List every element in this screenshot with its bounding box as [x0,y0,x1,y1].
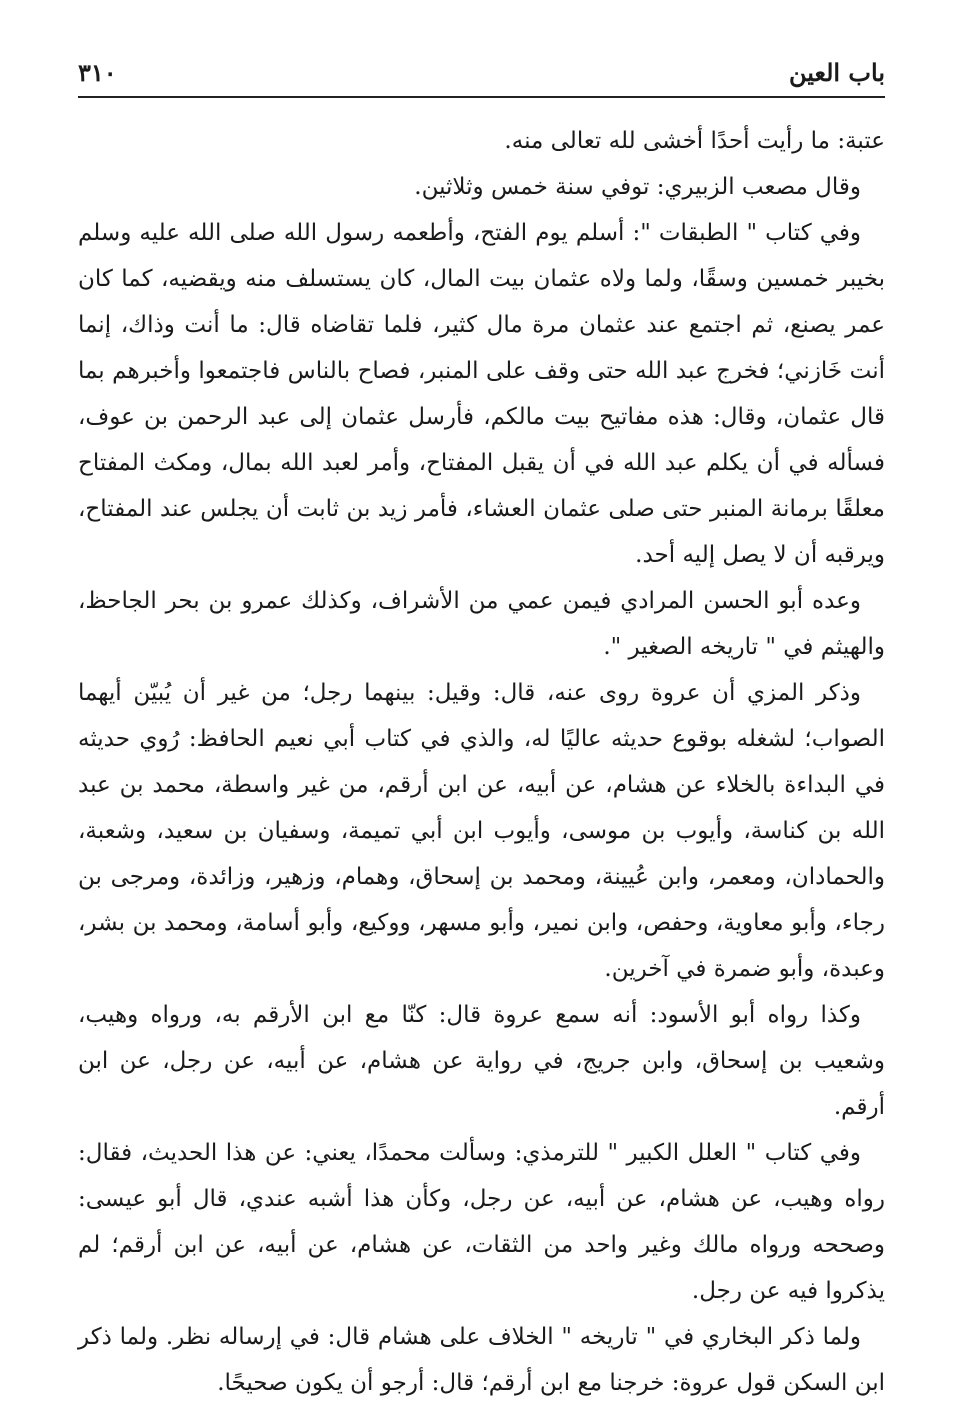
paragraph-1: عتبة: ما رأيت أحدًا أخشى لله تعالى منه. [504,128,885,154]
running-title: باب العين [788,58,885,87]
page-number: ٣١٠ [78,58,117,87]
paragraph-2: وقال مصعب الزبيري: توفي سنة خمس وثلاثين. [414,174,861,200]
paragraph-7: وفي كتاب " العلل الكبير " للترمذي: وسألت محمدًا، يعني: عن هذا الحديث، فقال: رواه وهيب، عن هشام، عن أبيه، عن رجل، وكأن هذا أشبه عندي، قال أبو عيسى: وصححه ورواه مالك وغير واحد من الثقات، عن هشام، عن أبيه، عن ابن أرقم؛ لم يذكروا فيه عن رجل. [78,1140,885,1304]
paragraph-8: ولما ذكر البخاري في " تاريخه " الخلاف على هشام قال: في إرساله نظر. ولما ذكر ابن السكن قول عروة: خرجنا مع ابن أرقم؛ قال: أرجو أن يكون صحيحًا. [78,1324,885,1396]
body-text [78,118,885,1406]
page-header [78,52,885,98]
paragraph-5: وذكر المزي أن عروة روى عنه، قال: وقيل: بينهما رجل؛ من غير أن يُبيّن أيهما الصواب؛ لشغله بوقوع حديثه عاليًا له، والذي في كتاب أبي نعيم الحافظ: رُوي حديثه في البداءة بالخلاء عن هشام، عن أبيه، عن ابن أرقم، من غير واسطة، محمد بن عبد الله بن كناسة، وأيوب بن موسى، وأيوب ابن أبي تميمة، وسفيان بن سعيد، وشعبة، والحمادان، ومعمر، وابن عُيينة، ومحمد بن إسحاق، وهمام، وزهير، وزائدة، ومرجى بن رجاء، وأبو معاوية، وحفص، وابن نمير، وأبو مسهر، ووكيع، وأبو أسامة، ومحمد بن بشر، وعبدة، وأبو ضمرة في آخرين. [78,680,885,982]
paragraph-6: وكذا رواه أبو الأسود: أنه سمع عروة قال: كنّا مع ابن الأرقم به، ورواه وهيب، وشعيب بن إسحاق، وابن جريج، في رواية عن هشام، عن أبيه، عن رجل، عن ابن أرقم. [78,1002,886,1120]
paragraph-4: وعده أبو الحسن المرادي فيمن عمي من الأشراف، وكذلك عمرو بن بحر الجاحظ، والهيثم في " تاريخه الصغير ". [78,588,885,660]
paragraph-3: وفي كتاب " الطبقات ": أسلم يوم الفتح، وأطعمه رسول الله صلى الله عليه وسلم بخيبر خمسين وسقًا، ولما ولاه عثمان بيت المال، كان يستسلف منه ويقضيه، كما كان عمر يصنع، ثم اجتمع عند عثمان مرة مال كثير، فلما تقاضاه قال: ما أنت وذاك، إنما أنت خَازني؛ فخرج عبد الله حتى وقف على المنبر، فصاح بالناس فاجتمعوا وأخبرهم بما قال عثمان، وقال: هذه مفاتيح بيت مالكم، فأرسل عثمان إلى عبد الرحمن بن عوف، فسأله في أن يكلم عبد الله في أن يقبل المفتاح، وأمر لعبد الله بمال، ومكث المفتاح معلقًا برمانة المنبر حتى صلى عثمان العشاء، فأمر زيد بن ثابت أن يجلس عند المفتاح، ويرقبه أن لا يصل إليه أحد. [78,220,885,568]
